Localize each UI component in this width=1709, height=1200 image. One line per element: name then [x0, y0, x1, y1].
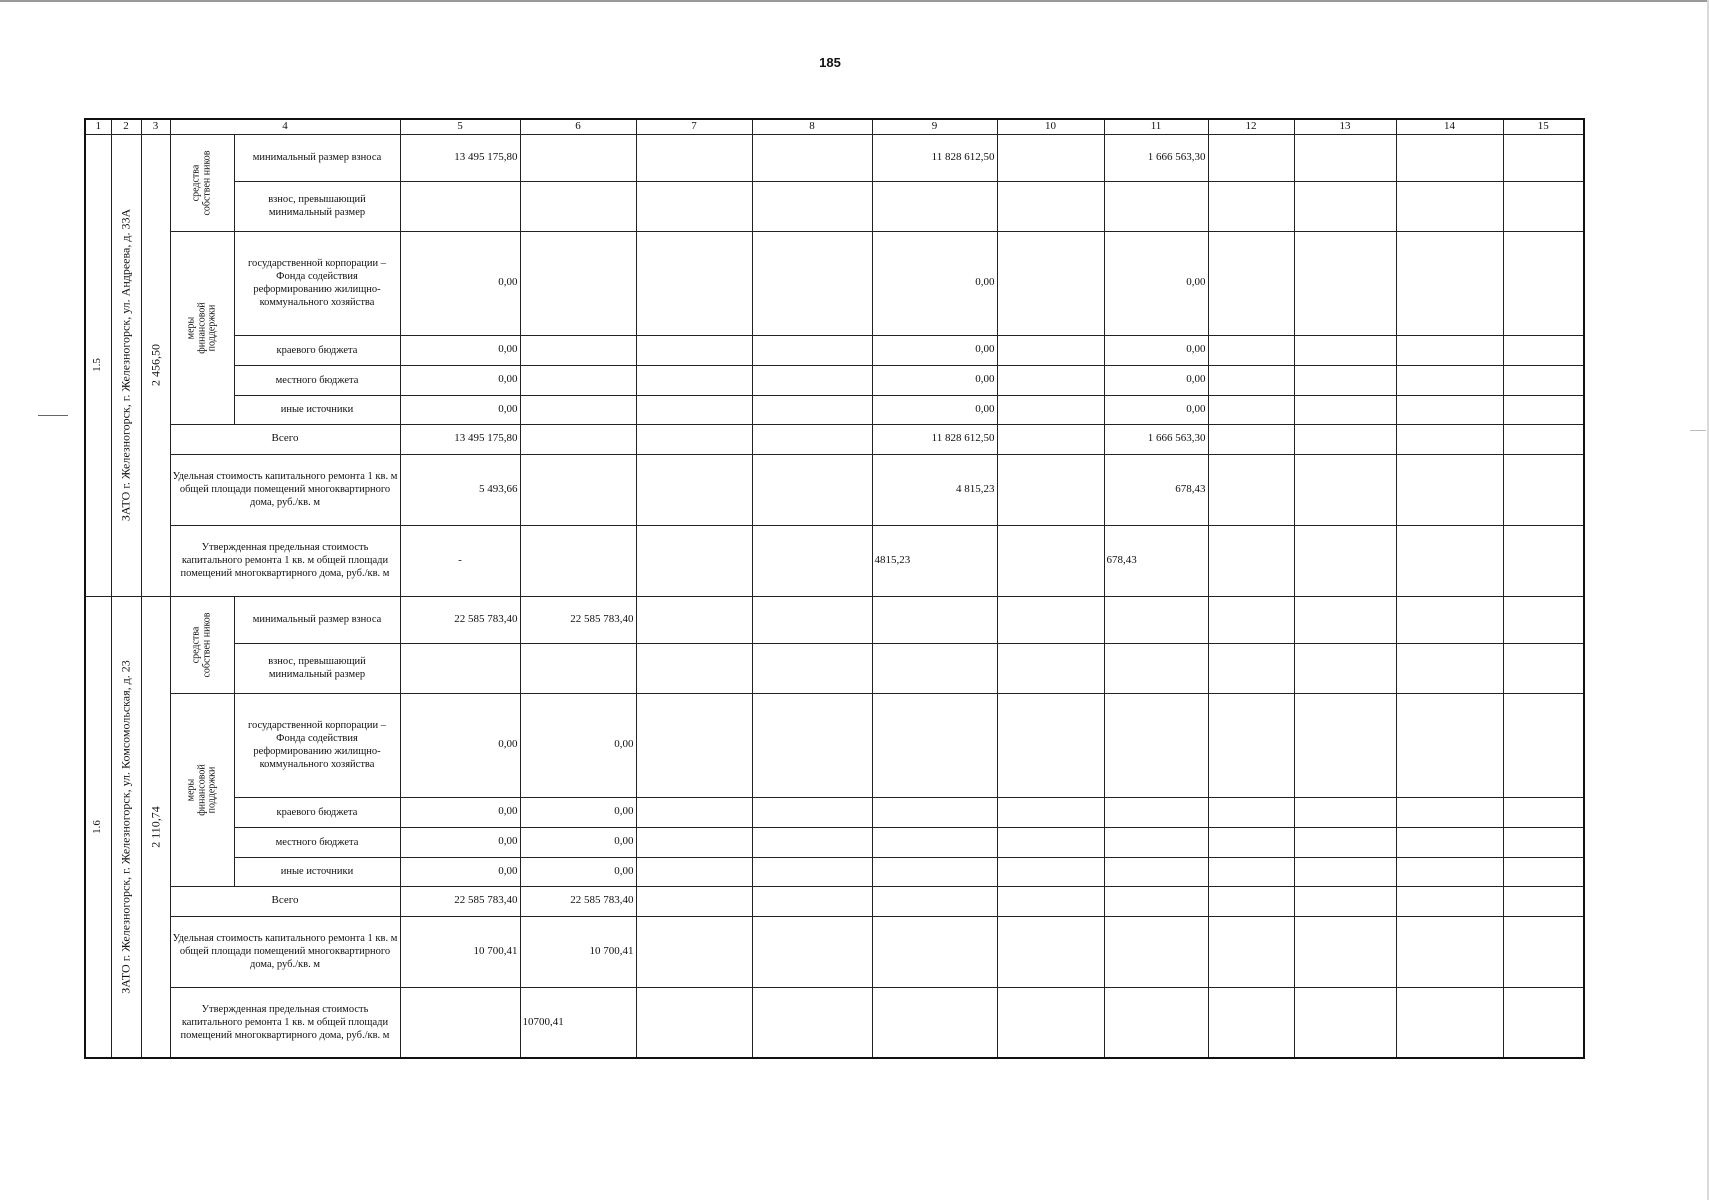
table-cell — [1396, 827, 1503, 857]
table-row — [85, 454, 1584, 525]
table-cell — [1503, 827, 1584, 857]
table-cell — [997, 596, 1104, 643]
group-financial-support: меры финансовой поддержки — [185, 302, 218, 354]
table-cell — [1208, 886, 1294, 916]
table-cell — [520, 365, 636, 395]
table-cell — [997, 395, 1104, 424]
row-label: взнос, превышающий минимальный размер — [234, 643, 400, 693]
table-cell: 0,00 — [872, 231, 997, 335]
group-owners-funds: средства собствен ников — [190, 150, 212, 216]
table-cell — [520, 424, 636, 454]
table-cell: 0,00 — [520, 827, 636, 857]
table-cell — [1503, 693, 1584, 797]
table-cell: 22 585 783,40 — [520, 886, 636, 916]
table-cell — [1104, 987, 1208, 1058]
group-financial-support-cell — [170, 231, 234, 424]
col-header-11: 11 — [1104, 119, 1208, 134]
table-cell — [1294, 596, 1396, 643]
table-cell — [1208, 395, 1294, 424]
table-cell: 4815,23 — [872, 525, 997, 596]
table-cell — [520, 335, 636, 365]
table-cell — [520, 395, 636, 424]
table-cell — [520, 643, 636, 693]
table-cell — [1396, 395, 1503, 424]
table-cell — [636, 181, 752, 231]
col-header-2: 2 — [111, 119, 141, 134]
table-cell: 10 700,41 — [520, 916, 636, 987]
table-cell — [636, 395, 752, 424]
table-cell — [1503, 987, 1584, 1058]
table-cell: 22 585 783,40 — [400, 596, 520, 643]
table-row — [85, 827, 1584, 857]
table-cell — [636, 424, 752, 454]
table-cell — [1503, 134, 1584, 181]
table-cell — [1294, 395, 1396, 424]
table-cell — [1294, 454, 1396, 525]
col-header-4: 4 — [170, 119, 400, 134]
table-cell — [1503, 424, 1584, 454]
table-cell — [1294, 181, 1396, 231]
table-cell: 0,00 — [872, 395, 997, 424]
table-cell — [636, 365, 752, 395]
table-cell — [1503, 643, 1584, 693]
col-header-13: 13 — [1294, 119, 1396, 134]
row-label: иные источники — [234, 395, 400, 424]
table-cell — [997, 335, 1104, 365]
table-cell: 0,00 — [400, 395, 520, 424]
col-header-7: 7 — [636, 119, 752, 134]
table-cell — [1294, 797, 1396, 827]
table-cell: 13 495 175,80 — [400, 134, 520, 181]
table-cell: 0,00 — [872, 365, 997, 395]
table-cell — [752, 134, 872, 181]
table-cell: 0,00 — [400, 693, 520, 797]
table-cell — [1294, 987, 1396, 1058]
table-cell — [997, 797, 1104, 827]
table-cell — [1294, 886, 1396, 916]
col-header-1: 1 — [85, 119, 111, 134]
table-row — [85, 424, 1584, 454]
table-cell: 0,00 — [1104, 335, 1208, 365]
table-cell — [1208, 231, 1294, 335]
table-cell — [636, 797, 752, 827]
table-cell — [1396, 916, 1503, 987]
table-cell — [1208, 827, 1294, 857]
table-cell — [752, 231, 872, 335]
group-owners-funds-cell — [170, 596, 234, 693]
table-cell — [752, 987, 872, 1058]
table-cell — [1503, 231, 1584, 335]
table-cell — [520, 454, 636, 525]
row-label: государственной корпорации – Фонда содействия реформированию жилищно-коммунального хозяйства — [234, 693, 400, 797]
table-cell — [1208, 365, 1294, 395]
table-cell — [872, 797, 997, 827]
table-row — [85, 693, 1584, 797]
table-row — [85, 365, 1584, 395]
table-cell — [636, 454, 752, 525]
table-cell: 10700,41 — [520, 987, 636, 1058]
area-cell — [141, 134, 170, 596]
table-cell — [1396, 424, 1503, 454]
table-cell — [1503, 335, 1584, 365]
address-cell — [111, 134, 141, 596]
table-cell: 0,00 — [520, 857, 636, 886]
table-cell — [1208, 181, 1294, 231]
scan-edge-top — [0, 0, 1709, 2]
table-cell — [872, 181, 997, 231]
table-cell — [752, 335, 872, 365]
table-cell: - — [400, 525, 520, 596]
table-cell — [636, 231, 752, 335]
table-cell — [1208, 424, 1294, 454]
table-cell — [752, 857, 872, 886]
total-area: 2 456,50 — [148, 344, 162, 387]
table-cell — [636, 335, 752, 365]
scan-mark-right — [1690, 430, 1706, 431]
col-header-12: 12 — [1208, 119, 1294, 134]
table-cell — [752, 525, 872, 596]
row-label-total: Всего — [170, 886, 400, 916]
row-label: краевого бюджета — [234, 797, 400, 827]
table-cell — [1396, 643, 1503, 693]
row-label: краевого бюджета — [234, 335, 400, 365]
row-number-cell — [85, 134, 111, 596]
table-cell: 678,43 — [1104, 525, 1208, 596]
table-cell — [1208, 134, 1294, 181]
table-cell — [1396, 987, 1503, 1058]
table-cell — [1104, 827, 1208, 857]
table-cell — [1104, 643, 1208, 693]
table-cell — [1503, 525, 1584, 596]
table-row — [85, 916, 1584, 987]
table-cell: 22 585 783,40 — [520, 596, 636, 643]
table-cell — [1503, 365, 1584, 395]
table-cell — [872, 987, 997, 1058]
table-cell — [752, 395, 872, 424]
col-header-10: 10 — [997, 119, 1104, 134]
table-cell: 4 815,23 — [872, 454, 997, 525]
table-cell — [1208, 987, 1294, 1058]
table-cell: 22 585 783,40 — [400, 886, 520, 916]
table-cell — [752, 181, 872, 231]
table-cell — [872, 857, 997, 886]
table-cell: 11 828 612,50 — [872, 134, 997, 181]
table-cell — [1104, 886, 1208, 916]
table-cell — [636, 987, 752, 1058]
table-cell — [872, 827, 997, 857]
table-row — [85, 134, 1584, 181]
table-cell — [1208, 454, 1294, 525]
row-label: Утвержденная предельная стоимость капитального ремонта 1 кв. м общей площади помещений многоквартирного дома, руб./кв. м — [170, 987, 400, 1058]
table-cell — [1396, 596, 1503, 643]
table-cell — [636, 827, 752, 857]
table-cell: 678,43 — [1104, 454, 1208, 525]
table-cell: 0,00 — [400, 335, 520, 365]
table-cell — [997, 886, 1104, 916]
table-cell — [752, 916, 872, 987]
table-row — [85, 596, 1584, 643]
table-row — [85, 857, 1584, 886]
column-number-header — [85, 119, 1584, 134]
row-label: взнос, превышающий минимальный размер — [234, 181, 400, 231]
table-row — [85, 797, 1584, 827]
table-cell — [1294, 643, 1396, 693]
table-cell — [520, 134, 636, 181]
table-cell — [1104, 693, 1208, 797]
table-cell — [752, 693, 872, 797]
row-label: местного бюджета — [234, 827, 400, 857]
table-cell — [1104, 857, 1208, 886]
table-row — [85, 987, 1584, 1058]
table-cell — [1294, 916, 1396, 987]
table-cell — [872, 643, 997, 693]
table-cell — [997, 424, 1104, 454]
group-financial-support-cell — [170, 693, 234, 886]
table-cell — [1503, 454, 1584, 525]
table-row — [85, 643, 1584, 693]
table-cell — [1294, 134, 1396, 181]
table-cell — [1294, 693, 1396, 797]
table-row — [85, 886, 1584, 916]
table-cell — [1294, 231, 1396, 335]
table-cell — [997, 827, 1104, 857]
table-cell — [1208, 335, 1294, 365]
row-label: местного бюджета — [234, 365, 400, 395]
table-cell — [872, 693, 997, 797]
row-number-cell — [85, 596, 111, 1058]
table-cell: 0,00 — [1104, 395, 1208, 424]
col-header-14: 14 — [1396, 119, 1503, 134]
table-cell: 1 666 563,30 — [1104, 424, 1208, 454]
area-cell — [141, 596, 170, 1058]
table-cell — [636, 857, 752, 886]
table-cell — [520, 181, 636, 231]
table-cell — [1503, 797, 1584, 827]
row-label: Утвержденная предельная стоимость капитального ремонта 1 кв. м общей площади помещений многоквартирного дома, руб./кв. м — [170, 525, 400, 596]
row-number: 1.5 — [91, 358, 104, 373]
table-cell: 0,00 — [520, 693, 636, 797]
row-label: государственной корпорации – Фонда содействия реформированию жилищно-коммунального хозяйства — [234, 231, 400, 335]
table-cell — [520, 231, 636, 335]
col-header-5: 5 — [400, 119, 520, 134]
table-row — [85, 335, 1584, 365]
table-cell: 10 700,41 — [400, 916, 520, 987]
table-cell — [1208, 857, 1294, 886]
address: ЗАТО г. Железногорск, г. Железногорск, ул. Андреева, д. 33А — [118, 209, 133, 522]
table-cell — [1294, 525, 1396, 596]
table-cell — [1396, 886, 1503, 916]
table-cell — [636, 596, 752, 643]
table-cell — [997, 231, 1104, 335]
row-label: Удельная стоимость капитального ремонта 1 кв. м общей площади помещений многоквартирного дома, руб./кв. м — [170, 916, 400, 987]
table-cell: 13 495 175,80 — [400, 424, 520, 454]
table-cell — [1104, 181, 1208, 231]
table-row — [85, 181, 1584, 231]
table-cell — [636, 886, 752, 916]
table-cell — [1503, 181, 1584, 231]
table-cell — [1104, 596, 1208, 643]
table-cell — [1208, 797, 1294, 827]
table-cell — [997, 134, 1104, 181]
table-cell: 0,00 — [520, 797, 636, 827]
col-header-15: 15 — [1503, 119, 1584, 134]
group-financial-support: меры финансовой поддержки — [185, 764, 218, 816]
address: ЗАТО г. Железногорск, г. Железногорск, ул. Комсомольская, д. 23 — [118, 660, 133, 994]
table-cell — [997, 693, 1104, 797]
table-cell — [752, 424, 872, 454]
table-cell — [1396, 181, 1503, 231]
table-cell: 0,00 — [400, 231, 520, 335]
total-area: 2 110,74 — [148, 806, 162, 848]
table-cell — [1294, 365, 1396, 395]
table-cell — [1104, 916, 1208, 987]
table-cell: 0,00 — [400, 365, 520, 395]
table-cell: 0,00 — [1104, 365, 1208, 395]
table-row — [85, 395, 1584, 424]
table-cell: 0,00 — [400, 797, 520, 827]
table-cell — [400, 987, 520, 1058]
scan-mark-left — [38, 415, 68, 416]
table-cell — [997, 181, 1104, 231]
row-label-total: Всего — [170, 424, 400, 454]
table-cell — [636, 693, 752, 797]
row-label: Удельная стоимость капитального ремонта 1 кв. м общей площади помещений многоквартирного дома, руб./кв. м — [170, 454, 400, 525]
table-cell — [872, 916, 997, 987]
table-cell — [1396, 857, 1503, 886]
table-cell — [1208, 693, 1294, 797]
table-cell: 0,00 — [1104, 231, 1208, 335]
table-cell — [1396, 365, 1503, 395]
table-cell: 0,00 — [872, 335, 997, 365]
table-cell — [752, 365, 872, 395]
table-cell: 0,00 — [400, 857, 520, 886]
table-cell — [1294, 335, 1396, 365]
col-header-3: 3 — [141, 119, 170, 134]
table-cell — [997, 454, 1104, 525]
table-cell — [1104, 797, 1208, 827]
col-header-6: 6 — [520, 119, 636, 134]
table-cell — [872, 596, 997, 643]
table-cell — [400, 643, 520, 693]
col-header-8: 8 — [752, 119, 872, 134]
table-cell — [1396, 797, 1503, 827]
table-cell — [1396, 525, 1503, 596]
table-cell — [872, 886, 997, 916]
table-cell — [1396, 693, 1503, 797]
table-cell — [752, 454, 872, 525]
group-owners-funds-cell — [170, 134, 234, 231]
table-cell — [1208, 525, 1294, 596]
table-cell — [997, 643, 1104, 693]
table-cell — [1503, 857, 1584, 886]
table-cell — [400, 181, 520, 231]
table-cell — [636, 134, 752, 181]
table-cell — [752, 643, 872, 693]
table-cell: 5 493,66 — [400, 454, 520, 525]
table-cell — [1294, 424, 1396, 454]
page-number: 185 — [819, 55, 841, 70]
table-cell — [1396, 454, 1503, 525]
table-cell — [997, 525, 1104, 596]
table-cell: 1 666 563,30 — [1104, 134, 1208, 181]
address-cell — [111, 596, 141, 1058]
table-cell: 0,00 — [400, 827, 520, 857]
table-row — [85, 525, 1584, 596]
table-cell — [997, 916, 1104, 987]
table-cell — [752, 797, 872, 827]
table-cell — [1208, 596, 1294, 643]
table-cell — [1208, 916, 1294, 987]
table-cell — [636, 916, 752, 987]
table-cell — [1396, 231, 1503, 335]
table-cell — [1294, 857, 1396, 886]
table-cell — [1503, 886, 1584, 916]
table-cell — [636, 525, 752, 596]
table-cell — [1503, 916, 1584, 987]
table-cell — [997, 365, 1104, 395]
table-cell — [752, 596, 872, 643]
row-number: 1.6 — [91, 820, 104, 834]
table-cell: 11 828 612,50 — [872, 424, 997, 454]
table-cell — [1503, 596, 1584, 643]
capital-repair-table — [84, 118, 1585, 1059]
table-cell — [997, 857, 1104, 886]
row-label: минимальный размер взноса — [234, 134, 400, 181]
table-cell — [752, 886, 872, 916]
table-cell — [636, 643, 752, 693]
table-row — [85, 231, 1584, 335]
row-label: иные источники — [234, 857, 400, 886]
table-cell — [520, 525, 636, 596]
table-cell — [1396, 134, 1503, 181]
table-cell — [1396, 335, 1503, 365]
table-cell — [752, 827, 872, 857]
table-cell — [1294, 827, 1396, 857]
table-cell — [997, 987, 1104, 1058]
table-cell — [1503, 395, 1584, 424]
table-cell — [1208, 643, 1294, 693]
row-label: минимальный размер взноса — [234, 596, 400, 643]
group-owners-funds: средства собствен ников — [190, 612, 212, 678]
col-header-9: 9 — [872, 119, 997, 134]
